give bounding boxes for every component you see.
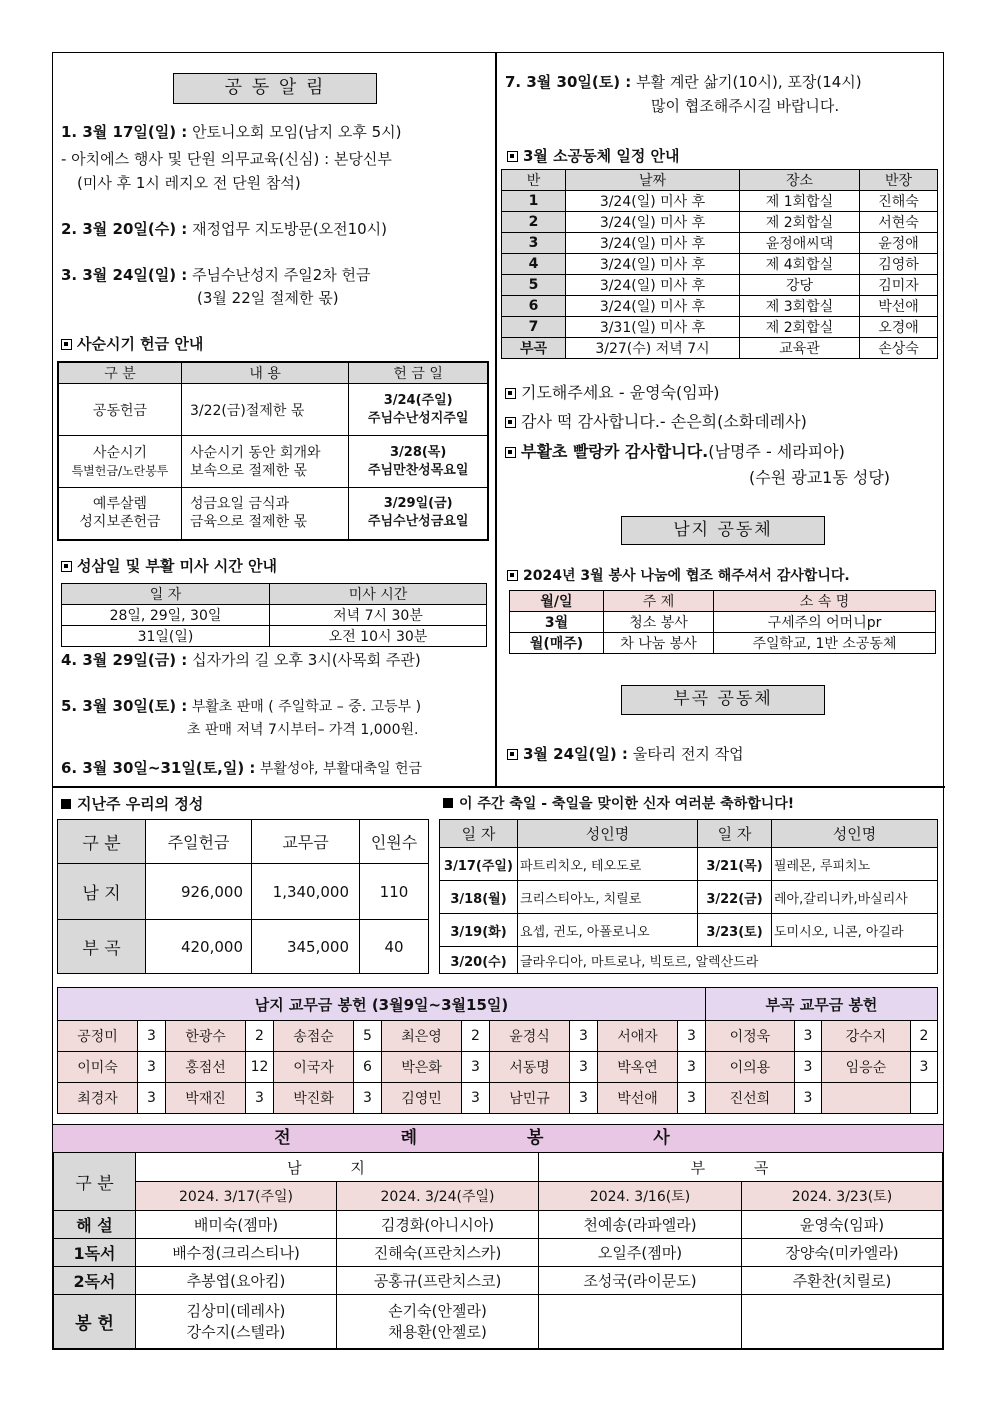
table-row: 5 3/24(일) 미사 후 강당 김미자	[502, 275, 938, 296]
offering-date: 3/28(목) 주님만찬성목요일	[349, 436, 488, 488]
offering-type: 공동헌금	[58, 384, 181, 436]
offering-content: 3/22(금)절제한 몫	[181, 384, 348, 436]
offering-content: 사순시기 동안 회개와 보속으로 절제한 몫	[181, 436, 348, 488]
table-row: 1독서 배수정(크리스티나) 진해숙(프란치스카) 오일주(젬마) 장양숙(미카엘라)	[54, 1239, 943, 1267]
table-row: 이미숙 3 홍점선 12 이국자 6 박은화 3 서동명 3 박옥연 3 이의용 3 임응순 3	[58, 1052, 938, 1083]
notice-item-1: 1. 3월 17일(일) : 안토니오회 모임(남지 오후 5시)	[61, 123, 402, 141]
checkbox-icon	[507, 151, 518, 162]
table-row: 2독서 추봉엽(요아킴) 공홍규(프란치스코) 조성국(라이문도) 주환찬(치릴로)	[54, 1267, 943, 1295]
table-row: 3/17(주일) 파트리치오, 테오도로 3/21(목) 필레몬, 루피치노	[440, 848, 938, 881]
thanks-rice-cake: 감사 떡 감사합니다.- 손은희(소화데레사)	[505, 411, 807, 433]
notice-item-5: 5. 3월 30일(토) : 부활초 판매 ( 주일학교 – 중. 고등부 )	[61, 697, 422, 715]
table-row: 공정미 3 한광수 2 송점순 5 최은영 2 윤경식 3 서애자 3 이정욱 3 강수지 2	[58, 1021, 938, 1052]
service-thanks-title: 2024년 3월 봉사 나눔에 협조 해주셔서 감사합니다.	[507, 565, 850, 587]
mass-table	[61, 583, 487, 647]
mass-header: 일 자	[62, 584, 270, 605]
checkbox-icon	[505, 447, 516, 458]
table-row: 3 3/24(일) 미사 후 윤정애씨댁 윤정애	[502, 233, 938, 254]
offering-content: 성금요일 금식과 금육으로 절제한 몫	[181, 488, 348, 540]
small-group-table: 반 날짜 장소 반장 1 3/24(일) 미사 후 제 1회합실 진해숙 2 3/24(일) 미사 후 제 2회합실 서현숙 3 3/24(일) 미사 후 윤정애씨댁 윤정애 4 3/24(일) 미사 후 제 4회합실 김영하 5 3/24(일) 미사 후 강당 김미자 6 3/24(일) 미사 후 제 3회합실 박선애 7 3/31(일) 미사 후 제 2회합실 오경애 부곡 3/27(수) 저녁 7시 교육관 손상숙	[501, 169, 938, 359]
offering-date: 3/29일(금) 주님수난성금요일	[349, 488, 488, 540]
liturgy-table: 구 분 남 지 부 곡 2024. 3/17(주일) 2024. 3/24(주일) 2024. 3/16(토) 2024. 3/23(토) 해 설 배미숙(젬마) 김경화(아니시아) 천예송(라파엘라) 윤영숙(임파) 1독서 배수정(크리스티나) 진해숙(프란치스카) 오일주(젬마) 장양숙(미카엘라) 2독서 추봉엽(요아킴) 공홍규(프란치스코) 조성국(라이문도) 주환찬(치릴로) 봉 헌 김상미(데레사) 강수지(스텔라) 손기숙(안젤라) 채용환(안젤로)	[53, 1152, 943, 1349]
notice-title: 공 동 알 림	[173, 73, 377, 104]
table-row	[58, 488, 488, 540]
table-row: 3월 청소 봉사 구세주의 어머니pr	[510, 612, 936, 633]
notice-item-7-sub: 많이 협조해주시길 바랍니다.	[651, 97, 840, 115]
notice-item-1-sub: - 아치에스 행사 및 단원 의무교육(신심) : 본당신부	[61, 150, 392, 168]
checkbox-icon	[507, 570, 518, 581]
bugok-community-title: 부곡 공동체	[621, 685, 825, 715]
mass-header: 미사 시간	[270, 584, 487, 605]
bullet-icon	[61, 799, 71, 809]
offering-date: 3/24(주일) 주님수난성지주일	[349, 384, 488, 436]
offering-header: 구 분	[58, 362, 181, 384]
table-row: 6 3/24(일) 미사 후 제 3회합실 박선애	[502, 296, 938, 317]
table-row: 최경자 3 박재진 3 박진화 3 김영민 3 남민규 3 박선애 3 진선희 3	[58, 1083, 938, 1114]
notice-item-5-sub: 초 판매 저녁 7시부터– 가격 1,000원.	[187, 722, 419, 738]
notice-item-2: 2. 3월 20일(수) : 재정업무 지도방문(오전10시)	[61, 220, 388, 238]
sincerity-table: 구 분 주일헌금 교무금 인원수 남 지 926,000 1,340,000 110 부 곡 420,000 345,000 40	[57, 819, 429, 974]
namji-community-title: 남지 공동체	[621, 516, 825, 545]
notice-item-3-sub: (3월 22일 절제한 몫)	[197, 289, 339, 307]
thanks-easter-candle: 부활초 빨랑카 감사합니다.(남명주 - 세라피아)	[505, 441, 845, 463]
offering-table	[57, 361, 489, 541]
mass-section-title: 성삼일 및 부활 미사 시간 안내	[61, 555, 277, 577]
table-row: 봉 헌 김상미(데레사) 강수지(스텔라) 손기숙(안젤라) 채용환(안젤로)	[54, 1295, 943, 1349]
table-row: 3/18(월) 크리스티아노, 치릴로 3/22(금) 레아,갈리니카,바실리사	[440, 881, 938, 914]
column-divider	[495, 53, 497, 786]
table-row: 28일, 29일, 30일 저녁 7시 30분	[62, 605, 487, 626]
table-row: 부곡 3/27(수) 저녁 7시 교육관 손상숙	[502, 338, 938, 359]
feast-title: 이 주간 축일 - 축일을 맞이한 신자 여러분 축하합니다!	[443, 793, 794, 815]
table-row: 31일(일) 오전 10시 30분	[62, 626, 487, 647]
checkbox-icon	[505, 388, 516, 399]
offering-header: 헌 금 일	[349, 362, 488, 384]
notice-item-1-sub2: (미사 후 1시 레지오 전 단원 참석)	[77, 174, 301, 192]
checkbox-icon	[507, 749, 518, 760]
bulletin-page	[52, 52, 944, 1350]
table-row: 4 3/24(일) 미사 후 제 4회합실 김영하	[502, 254, 938, 275]
liturgy-title: 전 례 봉 사	[53, 1124, 943, 1153]
section-divider	[53, 786, 945, 788]
thanks-easter-candle-parish: (수원 광교1동 성당)	[749, 468, 891, 487]
feast-table: 일 자 성인명 일 자 성인명 3/17(주일) 파트리치오, 테오도로 3/21(목) 필레몬, 루피치노 3/18(월) 크리스티아노, 치릴로 3/22(금) 레아,갈리니카,바실리사 3/19(화) 요셉, 귄도, 아폴로니오 3/23(토) 도미시오, 니콘, 아길라 3/20(수) 글라우디아, 마트로나, 빅토르, 알렉산드라	[439, 819, 938, 974]
table-row: 2 3/24(일) 미사 후 제 2회합실 서현숙	[502, 212, 938, 233]
table-row: 부 곡 420,000 345,000 40	[58, 920, 429, 974]
checkbox-icon	[505, 417, 516, 428]
checkbox-icon	[61, 561, 72, 572]
offering-section-title: 사순시기 헌금 안내	[61, 333, 203, 355]
table-row: 3/20(수) 글라우디아, 마트로나, 빅토르, 알렉산드라	[440, 947, 938, 974]
table-row	[58, 436, 488, 488]
notice-item-3: 3. 3월 24일(일) : 주님수난성지 주일2차 헌금	[61, 266, 371, 284]
table-row: 1 3/24(일) 미사 후 제 1회합실 진해숙	[502, 191, 938, 212]
service-table: 월/일 주 제 소 속 명 3월 청소 봉사 구세주의 어머니pr 월(매주) 차 나눔 봉사 주일학교, 1반 소공동체	[509, 590, 936, 654]
table-row: 3/19(화) 요셉, 귄도, 아폴로니오 3/23(토) 도미시오, 니콘, 아길라	[440, 914, 938, 947]
prayer-request: 기도해주세요 - 윤영숙(임파)	[505, 382, 719, 404]
checkbox-icon	[61, 339, 72, 350]
notice-item-4: 4. 3월 29일(금) : 십자가의 길 오후 3시(사목회 주관)	[61, 651, 421, 669]
bullet-icon	[443, 798, 453, 808]
offering-header: 내 용	[181, 362, 348, 384]
table-row: 7 3/31(일) 미사 후 제 2회합실 오경애	[502, 317, 938, 338]
notice-item-7: 7. 3월 30일(토) : 부활 계란 삶기(10시), 포장(14시)	[505, 73, 862, 91]
offering-type: 예루살렘 성지보존헌금	[58, 488, 181, 540]
notice-item-6: 6. 3월 30일~31일(토,일) : 부활성야, 부활대축일 헌금	[61, 759, 422, 777]
bugok-item: 3월 24일(일) : 울타리 전지 작업	[507, 743, 744, 765]
offering-type: 사순시기 특별헌금/노란봉투	[58, 436, 181, 488]
bugok-dues-title: 부곡 교무금 봉헌	[706, 988, 938, 1021]
table-row	[58, 384, 488, 436]
dues-table	[57, 987, 938, 1114]
table-row: 월(매주) 차 나눔 봉사 주일학교, 1반 소공동체	[510, 633, 936, 654]
sincerity-title: 지난주 우리의 정성	[61, 793, 203, 815]
table-row: 해 설 배미숙(젬마) 김경화(아니시아) 천예송(라파엘라) 윤영숙(임파)	[54, 1211, 943, 1239]
namji-dues-title: 남지 교무금 봉헌 (3월9일~3월15일)	[58, 988, 706, 1021]
table-row: 남 지 926,000 1,340,000 110	[58, 864, 429, 920]
small-group-title: 3월 소공동체 일정 안내	[507, 145, 680, 167]
